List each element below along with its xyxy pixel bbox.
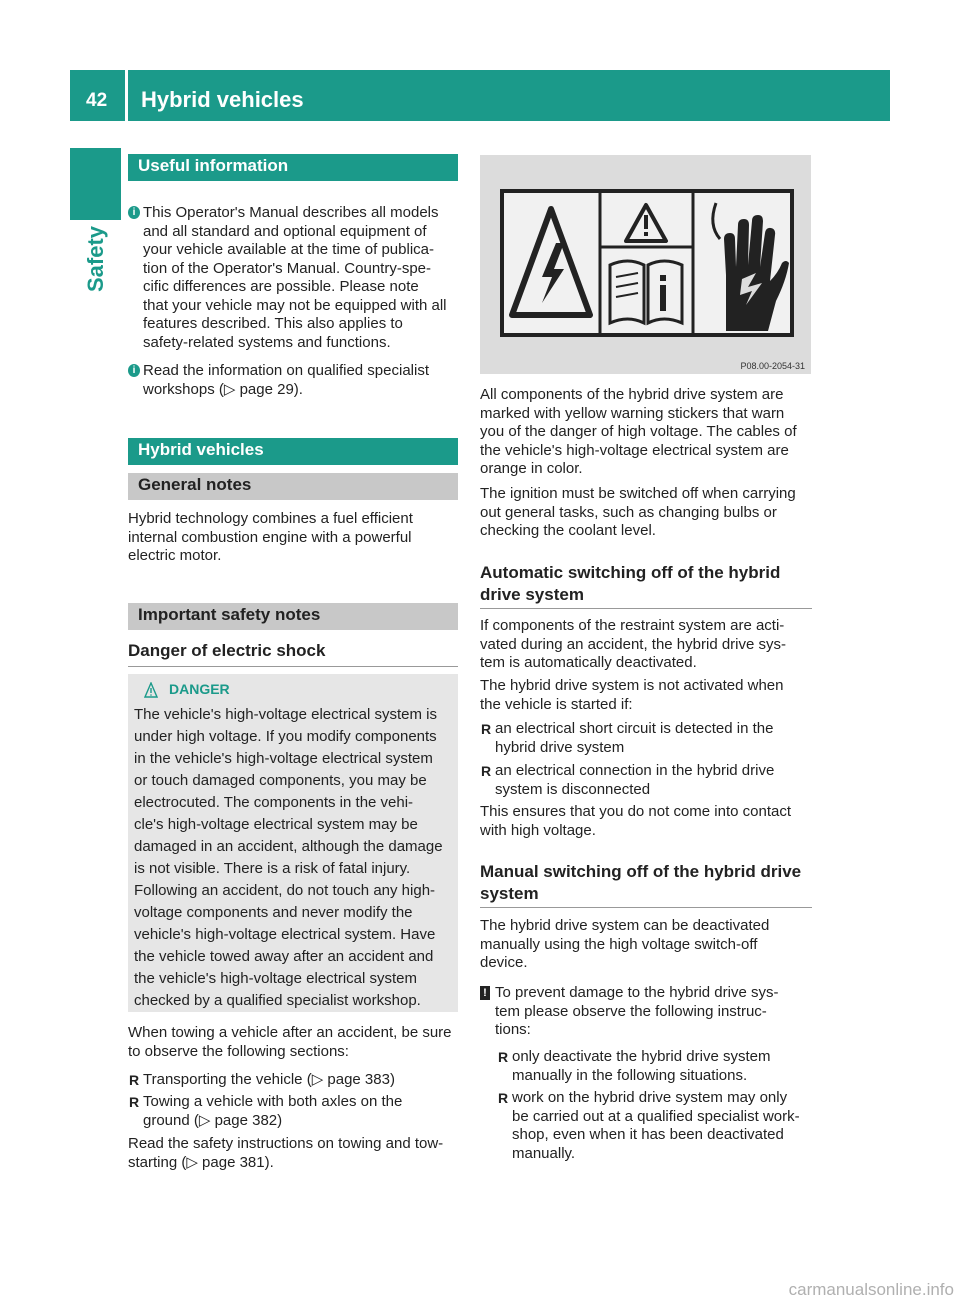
- line: to observe the following sections:: [128, 1042, 349, 1060]
- line: damaged in an accident, although the damage: [134, 838, 443, 855]
- page-number: 42: [86, 90, 108, 111]
- line: internal combustion engine with a powerful: [128, 528, 412, 546]
- line: under high voltage. If you modify components: [134, 728, 437, 745]
- stickers-para-1: [480, 386, 812, 479]
- line: electrocuted. The components in the vehi-: [134, 794, 414, 811]
- line: features described. This also applies to: [143, 315, 403, 332]
- list-item: [480, 720, 812, 757]
- line: orange in color.: [480, 460, 583, 477]
- manual-switch-para-1: [480, 917, 812, 973]
- high-voltage-sticker-image: [480, 155, 811, 374]
- page-link[interactable]: R Transporting the vehicle (▷ page 383): [143, 1071, 395, 1088]
- line: be carried out at a qualified specialist work-: [512, 1107, 800, 1125]
- watermark: carmanualsonline.info: [788, 1280, 954, 1299]
- info-icon: i: [128, 364, 140, 377]
- line: marked with yellow warning stickers that warn: [480, 404, 785, 422]
- line: cific differences are possible. Please note: [143, 278, 419, 295]
- heading-rule: [128, 666, 458, 667]
- line: device.: [480, 954, 528, 971]
- important-safety-heading: Important safety notes: [128, 603, 458, 630]
- line: voltage components and never modify the: [134, 904, 413, 921]
- line: R work on the hybrid drive system may only: [512, 1089, 788, 1106]
- line: All components of the hybrid drive system are: [480, 386, 784, 403]
- heading-rule: [480, 907, 812, 908]
- line: Read the safety instructions on towing and tow-: [128, 1135, 444, 1152]
- info-note-models: [128, 204, 458, 352]
- line: To prevent damage to the hybrid drive sys-: [495, 984, 779, 1001]
- line: This Operator's Manual describes all models: [143, 204, 439, 221]
- line: the vehicle's high-voltage electrical system: [134, 970, 417, 987]
- line: drive system: [480, 585, 584, 604]
- list-item: [480, 762, 812, 799]
- line: Manual switching off of the hybrid drive: [480, 862, 802, 881]
- line: manually using the high voltage switch-off: [480, 935, 758, 953]
- auto-switch-para-3: [480, 803, 812, 840]
- line: This ensures that you do not come into contact: [480, 803, 792, 820]
- line: you of the danger of high voltage. The cables of: [480, 423, 797, 440]
- info-note-workshops: [128, 362, 458, 399]
- line: If components of the restraint system are acti-: [480, 617, 785, 634]
- line: R Towing a vehicle with both axles on the: [143, 1093, 403, 1110]
- danger-box: [128, 674, 458, 1012]
- line: or touch damaged components, you may be: [134, 772, 427, 789]
- line: the vehicle towed away after an accident and: [134, 948, 434, 965]
- line: tions:: [495, 1021, 531, 1038]
- page-link[interactable]: ground (▷ page 382): [143, 1111, 283, 1129]
- line: R only deactivate the hybrid drive system: [512, 1048, 771, 1065]
- line: out general tasks, such as changing bulbs or: [480, 503, 777, 521]
- side-tab-block: [70, 148, 121, 220]
- figure-code: P08.00-2054-31: [740, 361, 805, 371]
- line: checked by a qualified specialist workshop.: [134, 992, 421, 1009]
- list-item: [480, 1089, 812, 1163]
- line: Following an accident, do not touch any high-: [134, 882, 436, 899]
- manual-switch-heading: [480, 861, 812, 905]
- header-divider: [125, 70, 128, 121]
- section-label: Safety: [83, 225, 108, 293]
- caution-note: [480, 984, 812, 1040]
- line: is not visible. There is a risk of fatal injury.: [134, 860, 411, 877]
- line: safety-related systems and functions.: [143, 333, 391, 351]
- line: and all standard and optional equipment of: [143, 222, 427, 240]
- line: Hybrid technology combines a fuel efficient: [128, 510, 413, 527]
- list-item[interactable]: [128, 1093, 458, 1130]
- line: The hybrid drive system is not activated when: [480, 677, 784, 694]
- info-icon: i: [128, 206, 140, 219]
- danger-label: DANGER: [169, 681, 230, 697]
- line: with high voltage.: [480, 821, 596, 839]
- page-link[interactable]: workshops (▷ page 29).: [143, 380, 303, 398]
- line: checking the coolant level.: [480, 522, 656, 539]
- line: cle's high-voltage electrical system may be: [134, 816, 418, 833]
- danger-title: [144, 680, 230, 699]
- line: tem is automatically deactivated.: [480, 654, 697, 671]
- line: electric motor.: [128, 547, 222, 564]
- auto-switch-para-2: [480, 677, 812, 714]
- auto-switch-para-1: [480, 617, 812, 673]
- hybrid-vehicles-heading: Hybrid vehicles: [128, 438, 458, 465]
- line: manually in the following situations.: [512, 1066, 748, 1084]
- line: manually.: [512, 1144, 576, 1162]
- line: The hybrid drive system can be deactivated: [480, 917, 770, 934]
- auto-switch-heading: [480, 562, 812, 606]
- useful-info-heading: Useful information: [128, 154, 458, 181]
- heading-rule: [480, 608, 812, 609]
- page-link[interactable]: starting (▷ page 381).: [128, 1153, 274, 1171]
- exclamation-icon: !: [480, 986, 490, 1000]
- line: tem please observe the following instruc-: [495, 1002, 767, 1020]
- line: system: [480, 884, 539, 903]
- line: vated during an accident, the hybrid drive sys-: [480, 635, 786, 653]
- line: When towing a vehicle after an accident, be sure: [128, 1024, 452, 1041]
- page-title: Hybrid vehicles: [141, 87, 304, 112]
- line: Automatic switching off of the hybrid: [480, 563, 781, 582]
- line: Read the information on qualified specialist: [143, 362, 430, 379]
- line: vehicle's high-voltage electrical system. Have: [134, 926, 436, 943]
- list-item[interactable]: [128, 1071, 458, 1090]
- line: tion of the Operator's Manual. Country-spe-: [143, 259, 432, 277]
- line: the vehicle is started if:: [480, 695, 633, 713]
- line: The ignition must be switched off when carrying: [480, 485, 796, 502]
- line: The vehicle's high-voltage electrical system is: [134, 706, 437, 723]
- general-notes-heading: General notes: [128, 473, 458, 500]
- danger-para-2: [134, 880, 454, 1012]
- line: in the vehicle's high-voltage electrical system: [134, 750, 433, 767]
- line: R an electrical connection in the hybrid drive: [495, 762, 775, 779]
- line: R an electrical short circuit is detected in the: [495, 720, 774, 737]
- list-item: [480, 1048, 812, 1085]
- danger-shock-heading: Danger of electric shock: [128, 641, 326, 660]
- line: system is disconnected: [495, 780, 651, 798]
- towing-intro: [128, 1024, 458, 1061]
- warning-sticker-figure: [480, 155, 811, 374]
- towing-outro: [128, 1135, 458, 1172]
- page-header: [70, 70, 890, 121]
- line: your vehicle available at the time of publica-: [143, 241, 434, 258]
- line: that your vehicle may not be equipped with all: [143, 296, 447, 314]
- line: the vehicle's high-voltage electrical system are: [480, 441, 789, 459]
- line: shop, even when it has been deactivated: [512, 1126, 784, 1143]
- warning-triangle-icon: [144, 682, 158, 698]
- stickers-para-2: [480, 485, 812, 541]
- line: hybrid drive system: [495, 738, 625, 756]
- danger-para-1: [134, 704, 454, 880]
- general-notes-text: [128, 510, 458, 566]
